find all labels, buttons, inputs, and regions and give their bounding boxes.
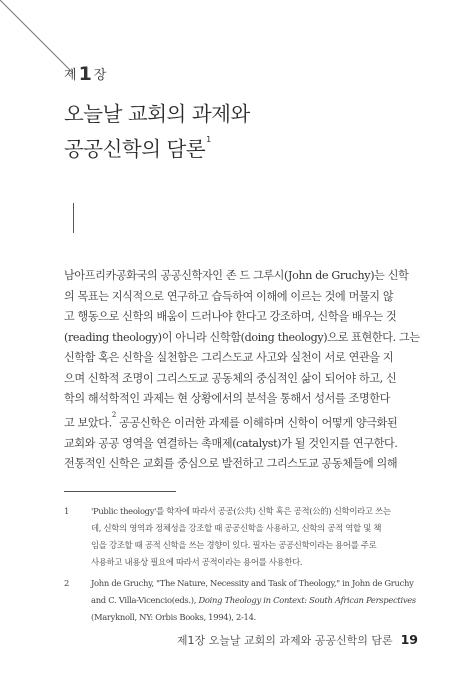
footnote-number: 1 (64, 506, 70, 516)
footnote-line: 사용하고 내용상 필요에 따라서 공적이라는 용어를 사용한다. (91, 557, 303, 567)
title-divider-bar (73, 203, 74, 233)
footnote-number: 2 (64, 578, 70, 588)
chapter-suffix: 장 (93, 68, 107, 83)
footnote-line: 데, 신학의 영역과 정체성을 강조할 때 공공신학을 사용하고, 신학의 공적 역할 및 책 (91, 523, 382, 533)
running-footer (177, 632, 418, 648)
footnote-line: 임을 강조할 때 공적 신학을 쓰는 경향이 있다. 필자는 공공신학이라는 용어를 주로 (91, 540, 377, 550)
body-paragraph (64, 266, 420, 475)
body-line-8-before: 고 보았다. (64, 416, 112, 430)
page-number: 19 (400, 632, 418, 647)
body-footnote-marker: 2 (111, 410, 116, 419)
chapter-title (64, 98, 250, 165)
body-line: 고 행동으로 신학의 배움이 드러나야 한다고 강조하며, 신학을 배우는 것 (64, 310, 397, 323)
footnote-line: John de Gruchy, "The Nature, Necessity and Task of Theology," in John de Gruchy (91, 578, 414, 588)
body-line: 교회와 공공 영역을 연결하는 촉매제(catalyst)가 될 것인지를 연구한다. (64, 436, 398, 450)
body-line-with-footnote (64, 410, 416, 434)
body-line: 의 목표는 지식적으로 연구하고 습득하여 이해에 이르는 것에 머물지 않 (64, 289, 394, 303)
body-line: 신학함 혹은 신학을 실천함은 그리스도교 사고와 실천이 서로 연관을 지 (64, 351, 394, 364)
chapter-number: 1 (78, 63, 92, 85)
body-line: (reading theology)이 아니라 신학함(doing theology)으로 표현한다. 그는 (64, 330, 420, 344)
footnotes (64, 503, 418, 630)
footnote-rule (64, 491, 176, 492)
footnote-line (91, 592, 418, 609)
footnote-2-line-2-roman: and C. Villa-Vicencio(eds.), (91, 595, 199, 605)
body-line: 남아프리카공화국의 공공신학자인 존 드 그루시(John de Gruchy)는 신학 (64, 269, 409, 282)
footnote-line: (Maryknoll, NY: Orbis Books, 1994), 2-14. (91, 612, 256, 622)
body-line: 으며 신학적 조명이 그리스도교 공동체의 중심적인 삶이 되어야 하고, 신 (64, 371, 397, 385)
title-line-1: 오늘날 교회의 과제와 (64, 102, 250, 126)
footnote-2-book-title: Doing Theology in Context: South African Perspectives (198, 595, 416, 605)
body-line-8-after: 공공신학은 이러한 과제를 이해하며 신학이 어떻게 양극화된 (115, 416, 398, 430)
footnote-1 (64, 503, 418, 571)
running-title: 제1장 오늘날 교회의 과제와 공공신학의 담론 (176, 634, 393, 647)
body-line: 전통적인 신학은 교회를 중심으로 발전하고 그리스도교 공동체들에 의해 (64, 457, 398, 471)
chapter-label (64, 62, 106, 84)
title-line-2: 공공신학의 담론 (64, 136, 206, 161)
footnote-2 (64, 575, 418, 626)
footnote-line: 'Public theology'를 학자에 따라서 공공(公共) 신학 혹은 공적(公的) 신학이라고 쓰는 (91, 506, 391, 516)
body-line: 학의 해석학적인 과제는 현 상황에서의 분석을 통해서 성서를 조명한다 (64, 392, 391, 405)
chapter-prefix: 제 (64, 68, 77, 83)
title-footnote-marker: 1 (206, 135, 211, 144)
